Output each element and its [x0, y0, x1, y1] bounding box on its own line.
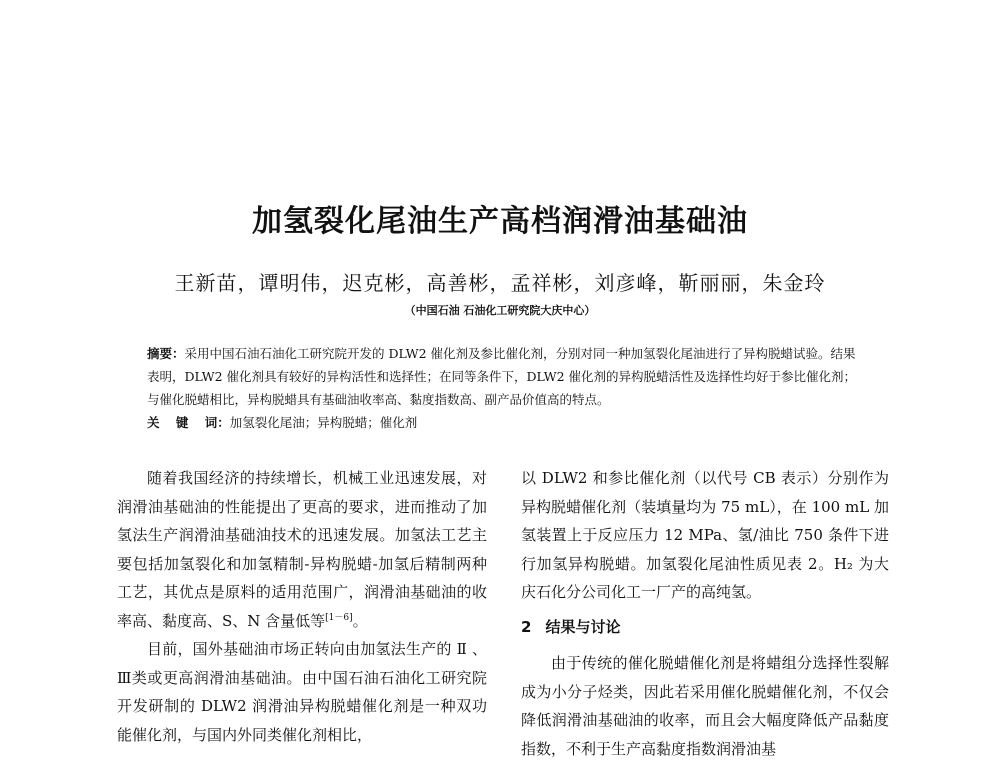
left-paragraph-1-text: 随着我国经济的持续增长，机械工业迅速发展，对润滑油基础油的性能提出了更高的要求，进而推动了加氢法生产润滑油基础油技术的迅速发展。加氢法工艺主要包括加氢裂化和加氢精制-异构脱蜡-加氢后精制两种工艺，其优点是原料的适用范围广，润滑油基础油的收率高、黏度高、S、N 含量低等 [117, 469, 487, 630]
citation-ref: [1－6] [325, 612, 353, 623]
left-column [117, 464, 487, 749]
section-heading [521, 613, 889, 642]
section-number: 2 [521, 617, 532, 636]
author-list: 王新苗，谭明伟，迟克彬，高善彬，孟祥彬，刘彦峰，靳丽丽，朱金玲 [174, 271, 826, 295]
left-paragraph-2: 目前，国外基础油市场正转向由加氢法生产的 Ⅱ 、Ⅲ类或更高润滑油基础油。由中国石油石油化工研究院开发研制的 DLW2 润滑油异构脱蜡催化剂是一种双功能催化剂，与国内外同类催化剂相比， [117, 640, 487, 744]
abstract-label: 摘要： [147, 346, 185, 361]
affiliation: （中国石油 石油化工研究院大庆中心） [404, 304, 596, 317]
keywords-text: 加氢裂化尾油；异构脱蜡；催化剂 [229, 415, 418, 430]
keywords [147, 411, 857, 434]
right-column [521, 464, 889, 763]
right-paragraph-1: 以 DLW2 和参比催化剂（以代号 CB 表示）分别作为异构脱蜡催化剂（装填量均为 75 mL），在 100 mL 加氢装置上于反应压力 12 MPa、氢/油比 750 条件下进行加氢异构脱蜡。加氢裂化尾油性质见表 2。H₂ 为大庆石化分公司化工一厂产的高纯氢。 [521, 469, 889, 601]
abstract-text: 采用中国石油石油化工研究院开发的 DLW2 催化剂及参比催化剂，分别对同一种加氢裂化尾油进行了异构脱蜡试验。结果表明，DLW2 催化剂具有较好的异构活性和选择性；在同等条件下，DLW2 催化剂的异构脱蜡活性及选择性均好于参比催化剂；与催化脱蜡相比，异构脱蜡具有基础油收率高、黏度指数高、副产品价值高的特点。 [147, 346, 857, 407]
left-paragraph-1-end: 。 [352, 611, 368, 630]
section-title: 结果与讨论 [545, 617, 621, 636]
paper-title: 加氢裂化尾油生产高档润滑油基础油 [252, 204, 748, 239]
left-paragraph-1 [117, 464, 487, 635]
abstract [147, 342, 857, 411]
keywords-label: 关 键 词： [147, 415, 230, 430]
right-paragraph-2: 由于传统的催化脱蜡催化剂是将蜡组分选择性裂解成为小分子烃类，因此若采用催化脱蜡催化剂，不仅会降低润滑油基础油的收率，而且会大幅度降低产品黏度指数，不利于生产高黏度指数润滑油基 [521, 654, 889, 758]
